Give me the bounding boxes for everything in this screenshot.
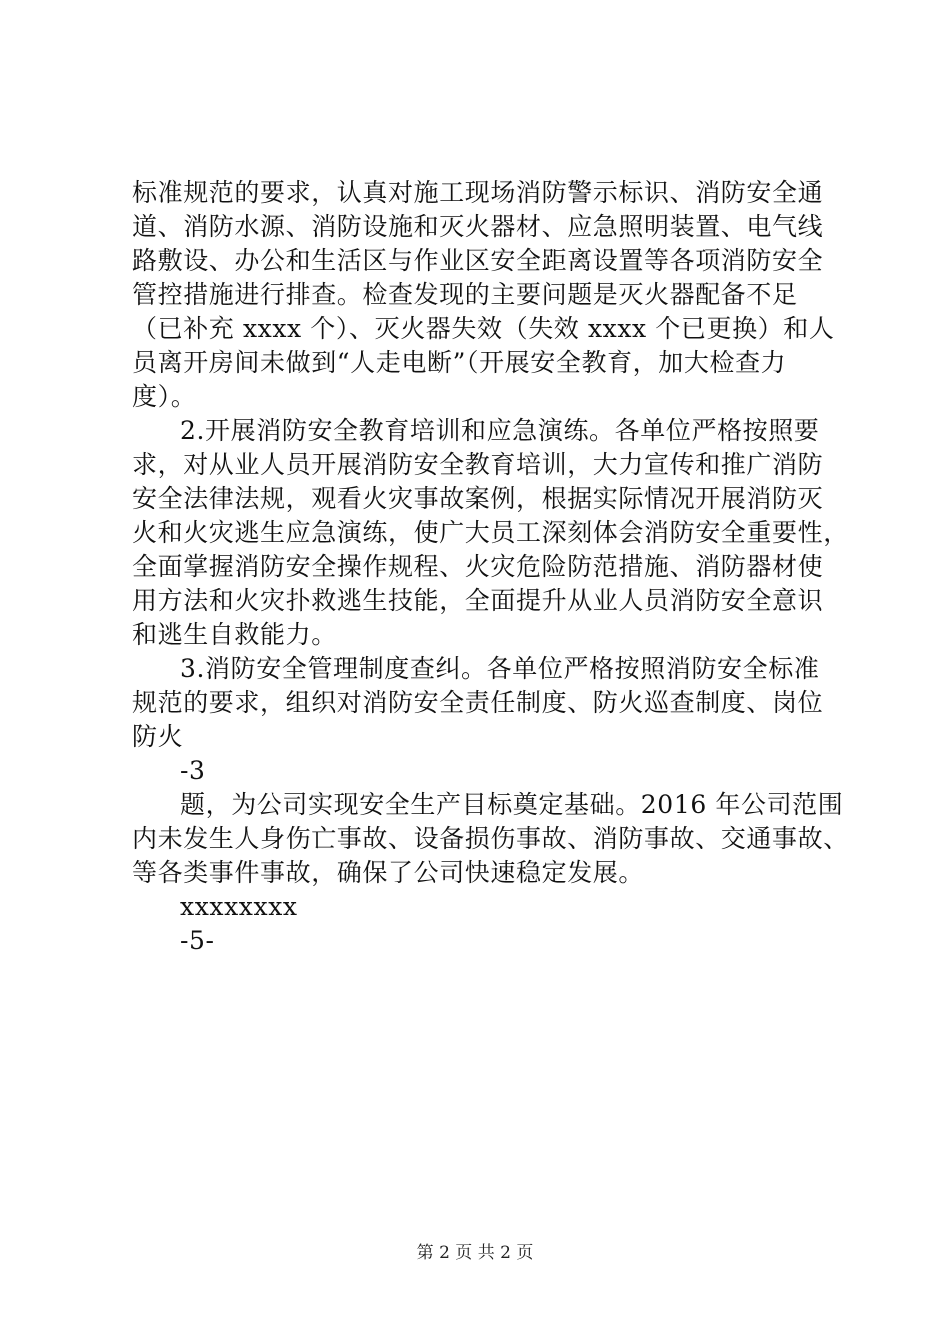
paragraph-start: 3.消防安全管理制度查纠。各单位严格按照消防安全标准	[180, 654, 820, 683]
text-line: 安全法律法规，观看火灾事故案例，根据实际情况开展消防灭	[132, 484, 824, 513]
text-line: 员离开房间未做到“人走电断”（开展安全教育，加大检查力	[132, 348, 787, 377]
paragraph-start: 题，为公司实现安全生产目标奠定基础。2016 年公司范围	[180, 790, 844, 819]
text-line: 管控措施进行排查。检查发现的主要问题是灭火器配备不足	[132, 280, 798, 309]
text-line: 等各类事件事故，确保了公司快速稳定发展。	[132, 858, 645, 887]
text-line: 全面掌握消防安全操作规程、火灾危险防范措施、消防器材使	[132, 552, 824, 581]
page-marker: -5-	[180, 926, 215, 955]
signature-placeholder: xxxxxxxx	[180, 892, 298, 921]
text-line: 标准规范的要求，认真对施工现场消防警示标识、消防安全通	[132, 178, 824, 207]
text-line: 路敷设、办公和生活区与作业区安全距离设置等各项消防安全	[132, 246, 824, 275]
text-line: 内未发生人身伤亡事故、设备损伤事故、消防事故、交通事故、	[132, 824, 849, 853]
text-line: 用方法和火灾扑救逃生技能，全面提升从业人员消防安全意识	[132, 586, 824, 615]
text-line: 和逃生自救能力。	[132, 620, 337, 649]
text-line: 道、消防水源、消防设施和灭火器材、应急照明装置、电气线	[132, 212, 824, 241]
paragraph-start: 2.开展消防安全教育培训和应急演练。各单位严格按照要	[180, 416, 820, 445]
text-line: （已补充 xxxx 个）、灭火器失效（失效 xxxx 个已更换）和人	[132, 314, 835, 343]
page-marker: -3	[180, 756, 206, 785]
text-line: 火和火灾逃生应急演练，使广大员工深刻体会消防安全重要性，	[132, 518, 849, 547]
text-line: 度）。	[132, 382, 197, 411]
text-line: 规范的要求，组织对消防安全责任制度、防火巡查制度、岗位	[132, 688, 824, 717]
page-footer: 第 2 页 共 2 页	[416, 1243, 534, 1263]
text-line: 求，对从业人员开展消防安全教育培训，大力宣传和推广消防	[132, 450, 824, 479]
text-line: 防火	[132, 722, 184, 751]
